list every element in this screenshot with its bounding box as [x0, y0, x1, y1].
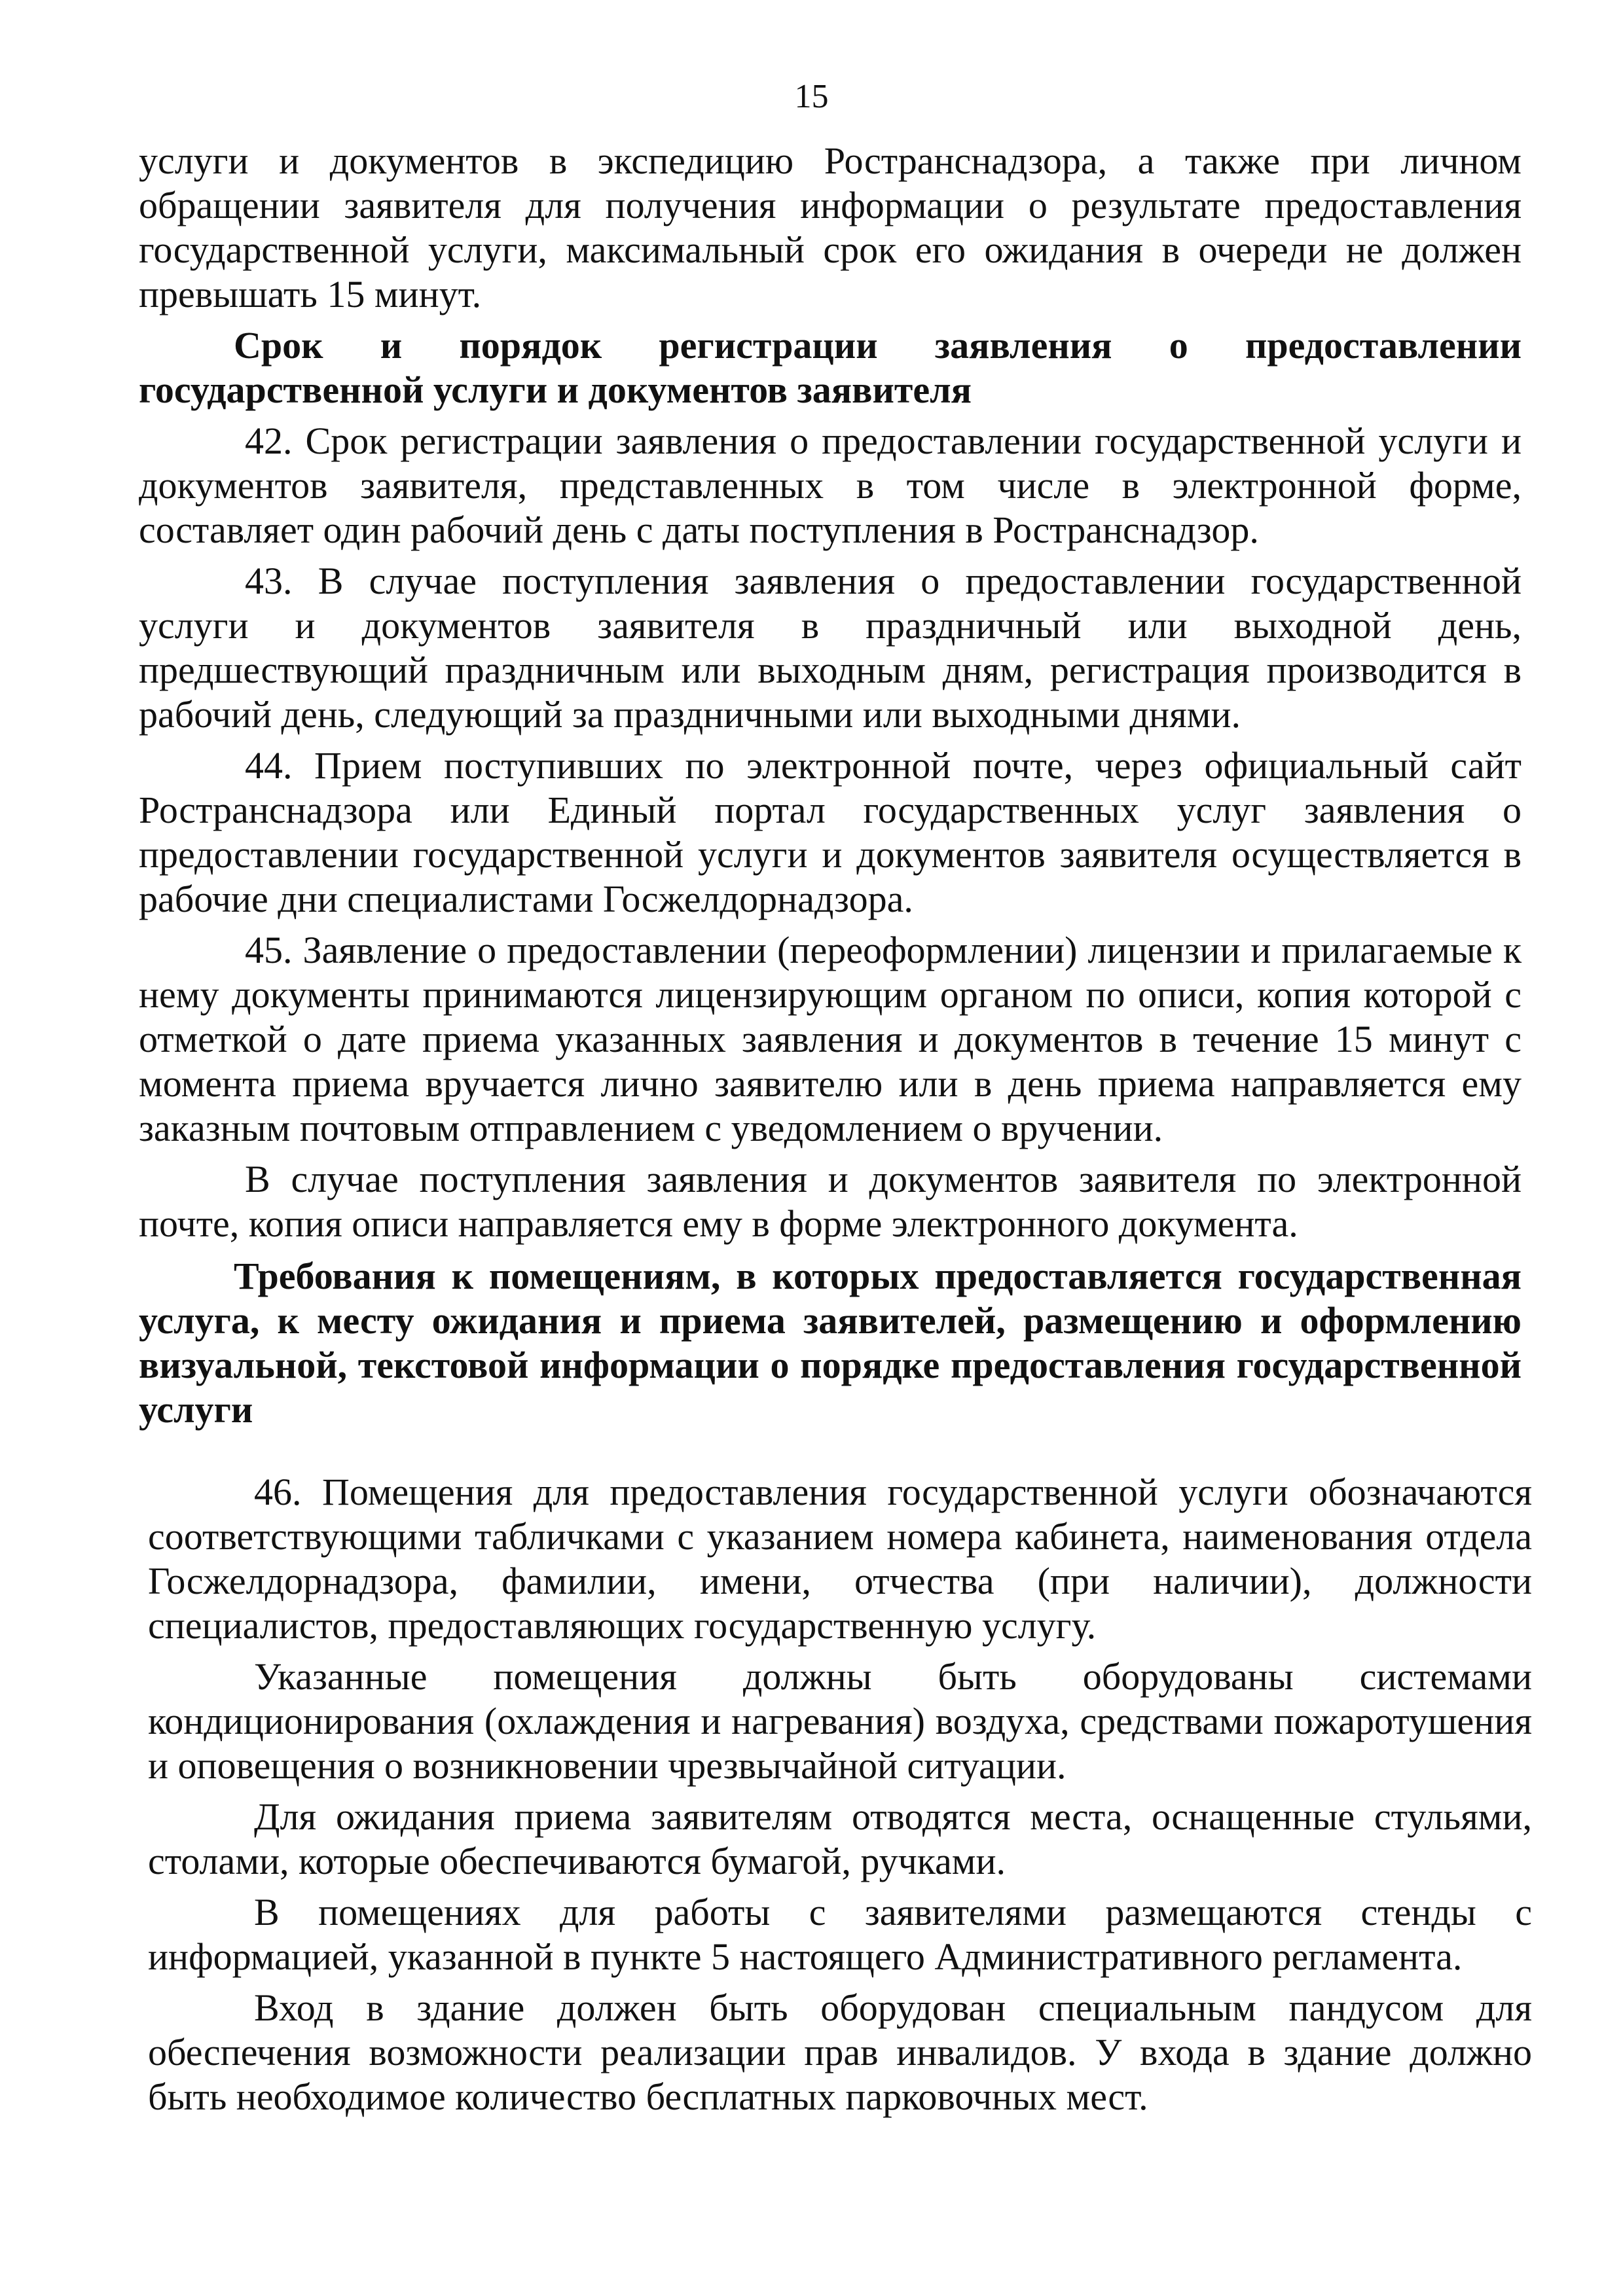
paragraph-45-email: В случае поступления заявления и документов заявителя по электронной почте, копия описи направляется ему в форме электронного документа. [139, 1158, 1522, 1245]
page-number: 15 [794, 78, 829, 115]
lower-text-block [148, 1470, 1532, 2119]
paragraph-45: 45. Заявление о предоставлении (переоформлении) лицензии и прилагаемые к нему документы принимаются лицензирующим органом по описи, копия которой с отметкой о дате приема указанных заявления и документов в течение 15 минут с момента приема вручается лично заявителю или в день приема направляется ему заказным почтовым отправлением с уведомлением о вручении. [139, 929, 1522, 1149]
paragraph-44: 44. Прием поступивших по электронной почте, через официальный сайт Ространснадзора или Единый портал государственных услуг заявления о предоставлении государственной услуги и документов заявителя осуществляется в рабочие дни специалистами Госжелдорнадзора. [139, 744, 1522, 920]
paragraph-46-stands: В помещениях для работы с заявителями размещаются стенды с информацией, указанной в пункте 5 настоящего Административного регламента. [148, 1891, 1532, 1978]
paragraph-46-entrance: Вход в здание должен быть оборудован специальным пандусом для обеспечения возможности реализации прав инвалидов. У входа в здание должно быть необходимое количество бесплатных парковочных мест. [148, 1986, 1532, 2118]
paragraph-43: 43. В случае поступления заявления о предоставлении государственной услуги и документов заявителя в праздничный или выходной день, предшествующий праздничным или выходным дням, регистрация производится в рабочий день, следующий за праздничными или выходными днями. [139, 560, 1522, 736]
paragraph-42: 42. Срок регистрации заявления о предоставлении государственной услуги и документов заявителя, представленных в том числе в электронной форме, составляет один рабочий день с даты поступления в Ространснадзор. [139, 420, 1522, 551]
paragraph-46: 46. Помещения для предоставления государственной услуги обозначаются соответствующими табличками с указанием номера кабинета, наименования отдела Госжелдорнадзора, фамилии, имени, отчества (при наличии), должности специалистов, предоставляющих государственную услугу. [148, 1471, 1532, 1647]
paragraph-46-waiting: Для ожидания приема заявителям отводятся места, оснащенные стульями, столами, которые обеспечиваются бумагой, ручками. [148, 1795, 1532, 1882]
paragraph-intro: услуги и документов в экспедицию Ространснадзора, а также при личном обращении заявителя для получения информации о результате предоставления государственной услуги, максимальный срок его ожидания в очереди не должен превышать 15 минут. [139, 139, 1522, 315]
paragraph-46-equipment: Указанные помещения должны быть оборудованы системами кондиционирования (охлаждения и нагревания) воздуха, средствами пожаротушения и оповещения о возникновении чрезвычайной ситуации. [148, 1655, 1532, 1787]
section-heading-registration: Срок и порядок регистрации заявления о предоставлении государственной услуги и документов заявителя [139, 324, 1522, 411]
upper-text-block [139, 139, 1522, 1432]
section-heading-premises: Требования к помещениям, в которых предоставляется государственная услуга, к месту ожидания и приема заявителей, размещению и оформлению визуальной, текстовой информации о порядке предоставления государственной услуги [139, 1255, 1522, 1431]
